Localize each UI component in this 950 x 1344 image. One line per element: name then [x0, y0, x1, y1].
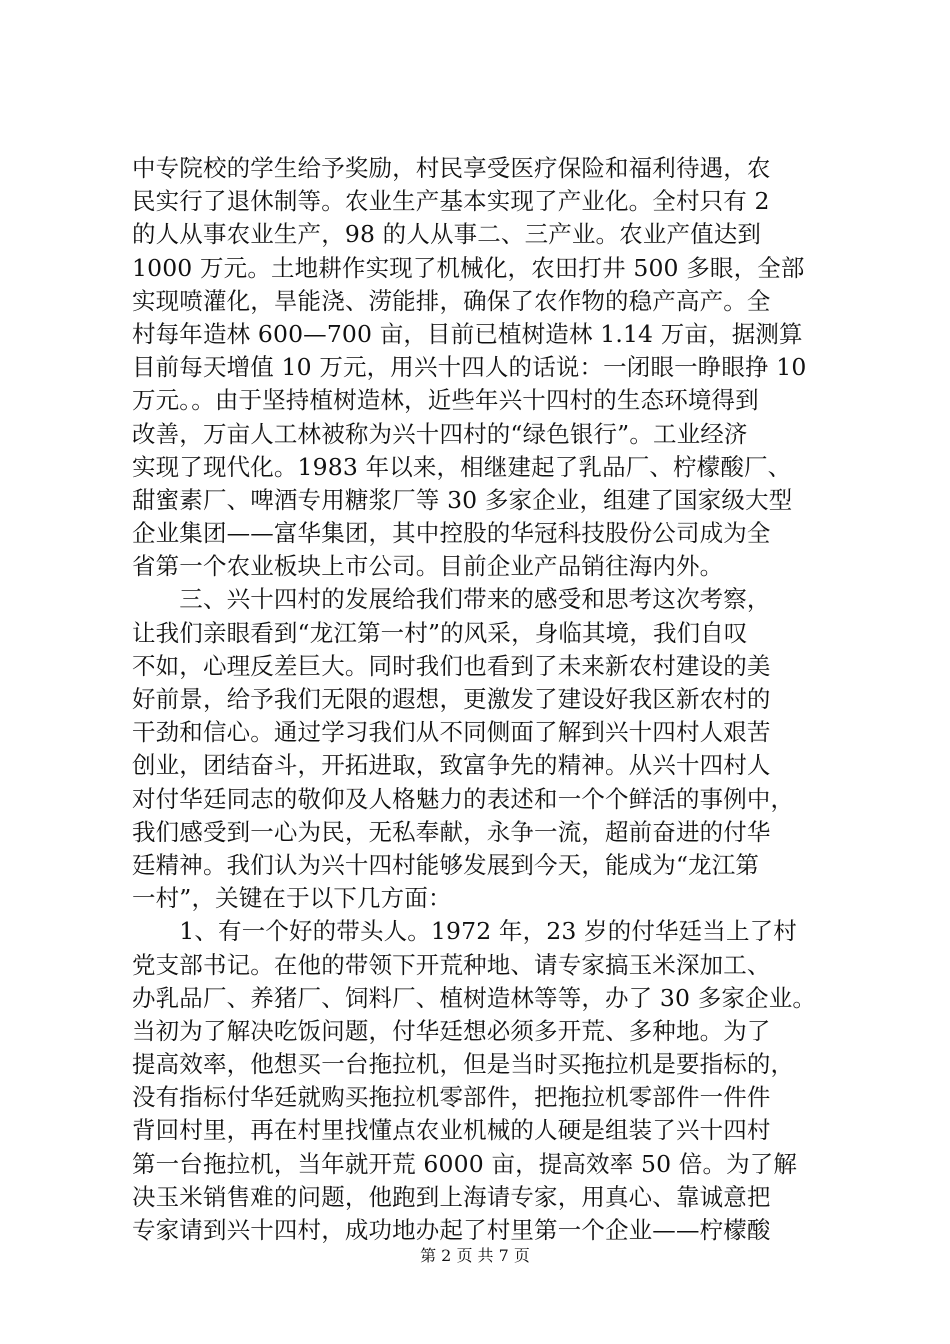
- text-line: 不如，心理反差巨大。同时我们也看到了未来新农村建设的美: [132, 651, 771, 680]
- text-line: 1000 万元。土地耕作实现了机械化，农田打井 500 多眼，全部: [132, 253, 805, 282]
- text-line: 决玉米销售难的问题，他跑到上海请专家，用真心、靠诚意把: [132, 1182, 771, 1211]
- text-line: 创业，团结奋斗，开拓进取，致富争先的精神。从兴十四村人: [132, 751, 771, 780]
- text-line: 万元。。由于坚持植树造林，近些年兴十四村的生态环境得到: [132, 386, 759, 415]
- text-line: 当初为了解决吃饭问题，付华廷想必须多开荒、多种地。为了: [132, 1016, 771, 1045]
- text-line: 省第一个农业板块上市公司。目前企业产品销往海内外。: [132, 552, 724, 581]
- text-line: 专家请到兴十四村，成功地办起了村里第一个企业——柠檬酸: [132, 1216, 771, 1244]
- text-line: 甜蜜素厂、啤酒专用糖浆厂等 30 多家企业，组建了国家级大型: [132, 485, 793, 514]
- text-line: 改善，万亩人工林被称为兴十四村的“绿色银行”。工业经济: [132, 419, 748, 448]
- text-line: 办乳品厂、养猪厂、饲料厂、植树造林等等，办了 30 多家企业。: [132, 983, 816, 1012]
- text-line: 党支部书记。在他的带领下开荒种地、请专家搞玉米深加工、: [132, 950, 771, 979]
- text-line: 一村”，关键在于以下几方面：: [132, 884, 452, 913]
- text-line: 廷精神。我们认为兴十四村能够发展到今天，能成为“龙江第: [132, 850, 760, 879]
- text-line: 干劲和信心。通过学习我们从不同侧面了解到兴十四村人艰苦: [132, 718, 771, 747]
- text-line: 实现了现代化。1983 年以来，相继建起了乳品厂、柠檬酸厂、: [132, 452, 792, 481]
- text-line: 三、兴十四村的发展给我们带来的感受和思考这次考察，: [132, 585, 771, 614]
- text-line: 1、有一个好的带头人。1972 年，23 岁的付华廷当上了村: [132, 917, 797, 946]
- text-line: 民实行了退休制等。农业生产基本实现了产业化。全村只有 2: [132, 187, 770, 216]
- text-line: 目前每天增值 10 万元，用兴十四人的话说：一闭眼一睁眼挣 10: [132, 353, 807, 382]
- text-line: 提高效率，他想买一台拖拉机，但是当时买拖拉机是要指标的，: [132, 1050, 795, 1079]
- text-line: 实现喷灌化，旱能浇、涝能排，确保了农作物的稳产高产。全: [132, 286, 771, 315]
- text-line: 的人从事农业生产，98 的人从事二、三产业。农业产值达到: [132, 220, 762, 249]
- text-line: 我们感受到一心为民，无私奉献，永争一流，超前奋进的付华: [132, 817, 771, 846]
- text-line: 背回村里，再在村里找懂点农业机械的人硬是组装了兴十四村: [132, 1116, 771, 1145]
- text-line: 对付华廷同志的敬仰及人格魅力的表述和一个个鲜活的事例中，: [132, 784, 795, 813]
- body-text: [132, 152, 832, 1247]
- text-line: 第一台拖拉机，当年就开荒 6000 亩，提高效率 50 倍。为了解: [132, 1149, 798, 1178]
- page-number-footer: 第 2 页 共 7 页: [420, 1246, 530, 1265]
- text-line: 让我们亲眼看到“龙江第一村”的风采，身临其境，我们自叹: [132, 618, 748, 647]
- text-line: 没有指标付华廷就购买拖拉机零部件，把拖拉机零部件一件件: [132, 1083, 771, 1112]
- text-line: 企业集团——富华集团，其中控股的华冠科技股份公司成为全: [132, 519, 771, 548]
- text-line: 好前景，给予我们无限的遐想，更激发了建设好我区新农村的: [132, 685, 771, 713]
- text-line: 村每年造林 600—700 亩，目前已植树造林 1.14 万亩，据测算: [132, 319, 803, 348]
- text-line: 中专院校的学生给予奖励，村民享受医疗保险和福利待遇，农: [132, 154, 771, 182]
